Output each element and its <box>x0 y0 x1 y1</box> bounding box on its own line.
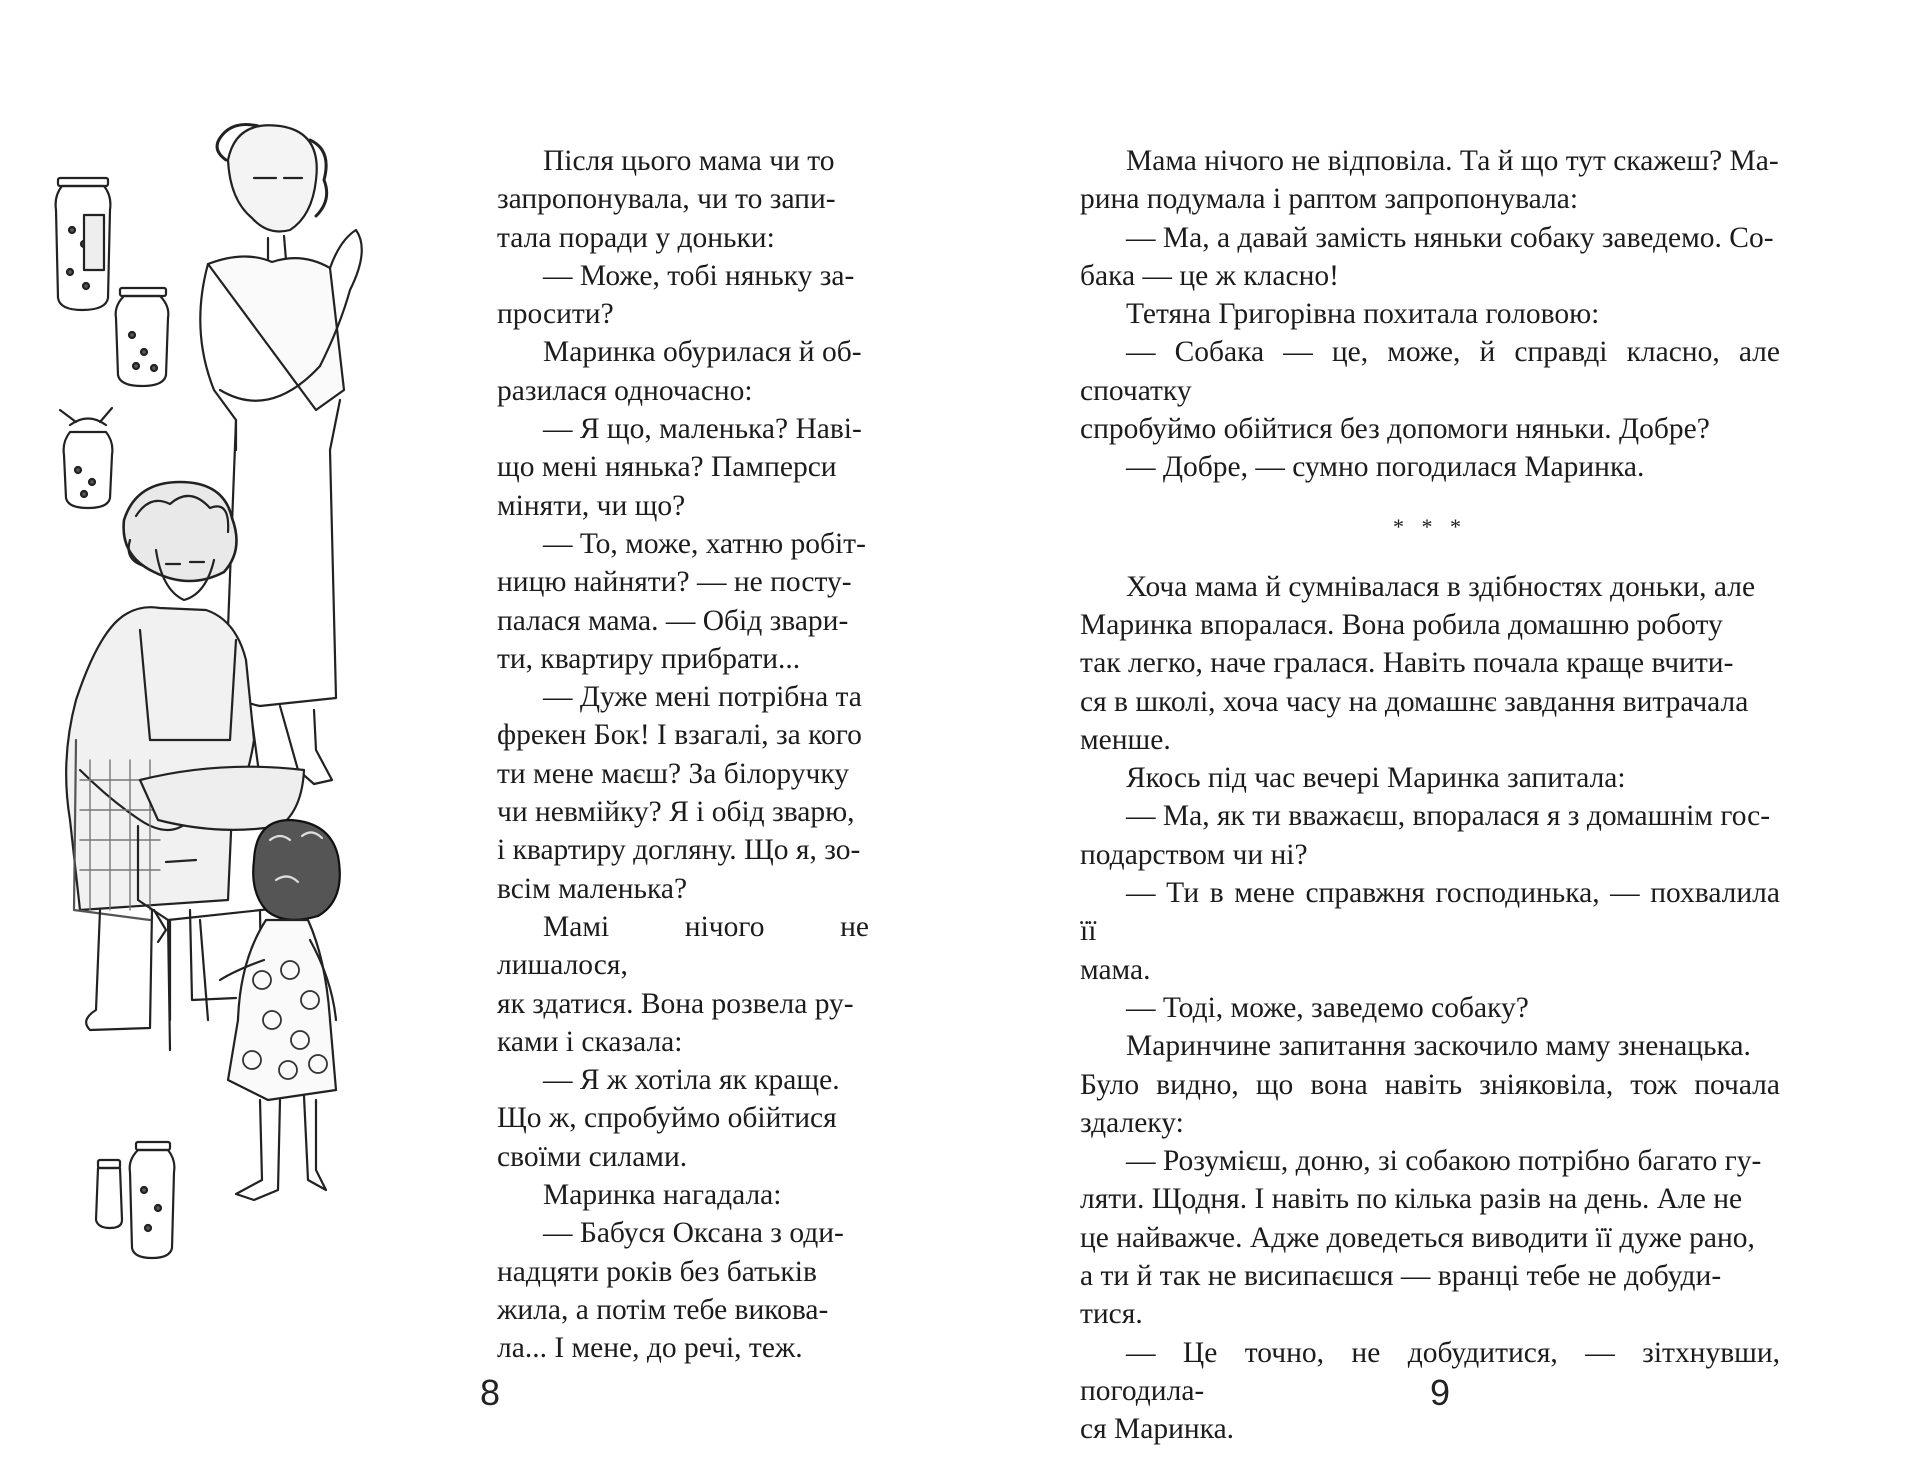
paragraph: — Ти в мене справжня господинька, — похвалила її мама. <box>1080 877 1780 986</box>
illustration <box>40 120 480 1350</box>
paragraph: — Це точно, не добудитися, — зітхнувши, погодила- ся Маринка. <box>1080 1336 1780 1446</box>
paragraph: — Дуже мені потрібна та фрекен Бок! І взагалі, за кого ти мене маєш? За білоручку чи невмійку? Я і обід зварю, і квартиру догляну. Що я, зо- всім маленька? <box>497 681 862 905</box>
illustration-drawing <box>40 120 480 1350</box>
paragraph: Мамі нічого не лишалося, як здатися. Вона розвела ру- ками і сказала: <box>497 910 869 1058</box>
section-separator: * * * <box>1393 513 1467 539</box>
girl-figure <box>220 820 340 1200</box>
paragraph: — То, може, хатню робіт- ницю найняти? — не посту- палася мама. — Обід звари- ти, квартиру прибрати... <box>497 527 866 675</box>
paragraph: Мама нічого не відповіла. Та й що тут скажеш? Ма- рина подумала і раптом запропонувала: <box>1080 145 1779 216</box>
paragraph: — Ма, як ти вважаєш, впоралася я з домашнім гос- подарством чи ні? <box>1080 800 1771 871</box>
jar-icon <box>60 408 112 508</box>
paragraph: — Добре, — сумно погодилася Маринка. <box>1126 451 1645 484</box>
jar-icon <box>116 288 169 386</box>
paragraph: — Собака — це, може, й справді класно, але спочатку спробуймо обійтися без допомоги няньки. Добре? <box>1080 336 1780 446</box>
paragraph: Якось під час вечері Маринка запитала: <box>1126 762 1626 795</box>
paragraph: — Розумієш, доню, зі собакою потрібно багато гу- ляти. Щодня. І навіть по кілька разів на день. Але не це найважче. Адже доведеться виводити її дуже рано, а ти й так не висипаєшся — вранці тебе не добуди- тися. <box>1080 1145 1762 1331</box>
paragraph: Тетяна Григорівна похитала головою: <box>1126 298 1600 331</box>
jar-icon <box>56 178 111 310</box>
paragraph: Маринка обурилася й об- разилася одночасно: <box>497 336 862 407</box>
right-page <box>960 0 1920 1477</box>
grandmother-figure <box>66 482 254 1030</box>
paragraph: — Я що, маленька? Наві- що мені нянька? Памперси міняти, чи що? <box>497 413 862 522</box>
right-text-column <box>1080 142 1780 1449</box>
jar-icon <box>130 1142 175 1258</box>
paragraph: — Ма, а давай замість няньки собаку заведемо. Со- бака — це ж класно! <box>1080 221 1774 292</box>
paragraph: — Я ж хотіла як краще. Що ж, спробуймо обійтися своїми силами. <box>497 1064 840 1173</box>
jar-icon <box>96 1160 122 1228</box>
left-text-column <box>497 142 869 1368</box>
paragraph: Маринчине запитання заскочило маму зненацька. Було видно, що вона навіть зніяковіла, тож почала здалеку: <box>1080 1030 1780 1139</box>
paragraph: Хоча мама й сумнівалася в здібностях доньки, але Маринка впоралася. Вона робила домашню роботу так легко, наче гралася. Навіть почала краще вчити- ся в школі, хоча часу на домашнє завдання витрачала менше. <box>1080 570 1756 756</box>
page-number: 9 <box>1430 1372 1451 1413</box>
page-number: 8 <box>480 1372 501 1413</box>
paragraph: — Бабуся Оксана з оди- надцяти років без батьків жила, а потім тебе викова- ла... І мене, до речі, теж. <box>497 1217 844 1365</box>
paragraph: Маринка нагадала: <box>543 1179 782 1212</box>
paragraph: — Тоді, може, заведемо собаку? <box>1126 991 1529 1024</box>
paragraph: Після цього мама чи то запропонувала, чи то запи- тала поради у доньки: <box>497 145 836 254</box>
paragraph: — Може, тобі няньку за- просити? <box>497 259 855 331</box>
